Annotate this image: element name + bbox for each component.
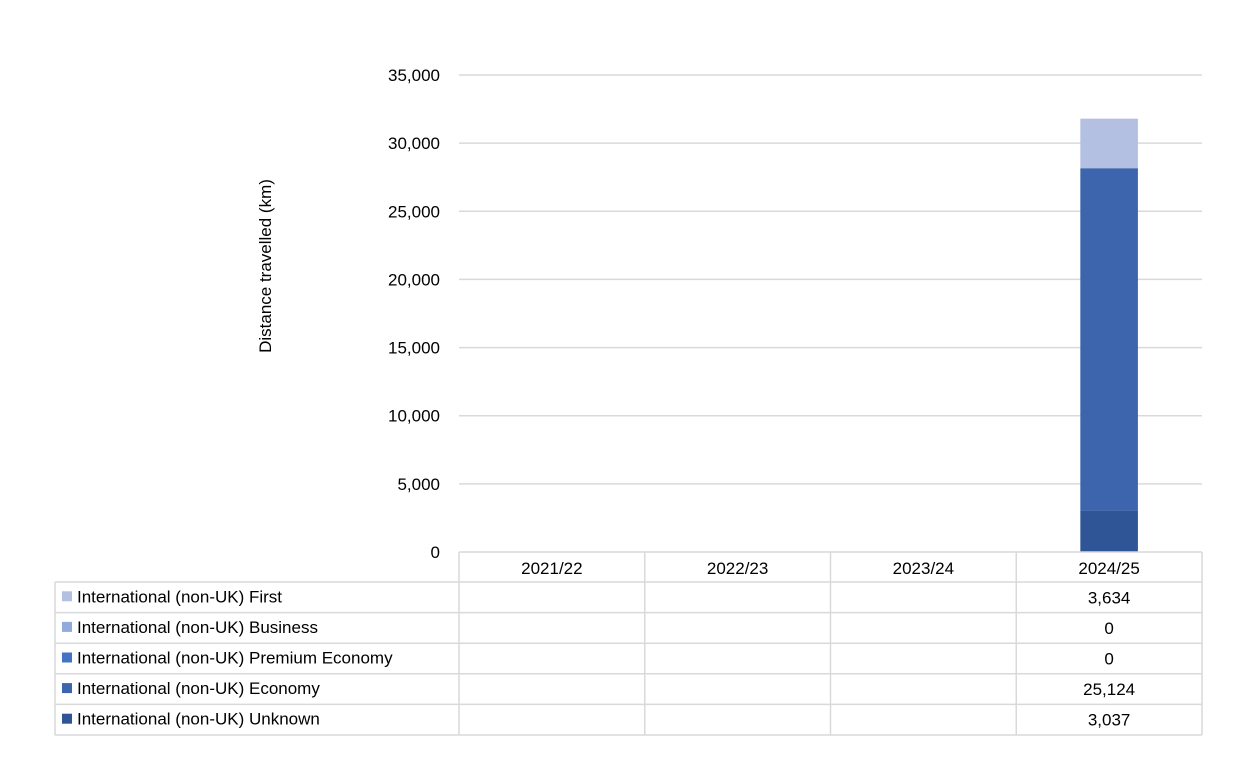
y-tick-label: 10,000 <box>388 406 440 426</box>
y-tick-label: 25,000 <box>388 202 440 222</box>
legend-swatch <box>62 683 72 693</box>
bar-segment <box>1080 511 1138 552</box>
data-table-cell: 0 <box>1104 618 1114 638</box>
legend-swatch <box>62 653 72 663</box>
series-label: International (non-UK) Economy <box>77 679 320 699</box>
y-axis-title: Distance travelled (km) <box>256 179 275 353</box>
legend-swatch <box>62 622 72 632</box>
y-tick-label: 35,000 <box>388 66 440 85</box>
x-category-label: 2021/22 <box>521 559 583 578</box>
bar-segment <box>1080 119 1138 169</box>
data-table-cell: 25,124 <box>1083 680 1136 700</box>
x-category-label: 2022/23 <box>706 559 769 578</box>
data-table-cell: 3,037 <box>1087 710 1131 730</box>
series-label: International (non-UK) Unknown <box>77 709 320 729</box>
y-tick-label: 0 <box>430 543 440 562</box>
x-category-label: 2023/24 <box>892 559 955 578</box>
y-axis-tick-labels <box>388 66 440 562</box>
y-tick-label: 5,000 <box>397 474 440 494</box>
bars <box>1080 119 1138 552</box>
y-tick-label: 20,000 <box>388 270 440 290</box>
series-label: International (non-UK) Business <box>77 617 318 637</box>
y-tick-label: 30,000 <box>388 134 440 154</box>
series-label: International (non-UK) First <box>77 587 283 607</box>
y-tick-label: 15,000 <box>388 338 440 358</box>
data-table <box>55 552 1202 735</box>
legend-swatch <box>62 714 72 724</box>
legend-swatch <box>62 591 72 601</box>
bar-segment <box>1080 168 1138 510</box>
series-label: International (non-UK) Premium Economy <box>77 648 393 668</box>
data-table-cell: 3,634 <box>1087 588 1131 608</box>
x-category-label: 2024/25 <box>1078 559 1140 578</box>
data-table-cell: 0 <box>1104 649 1114 669</box>
